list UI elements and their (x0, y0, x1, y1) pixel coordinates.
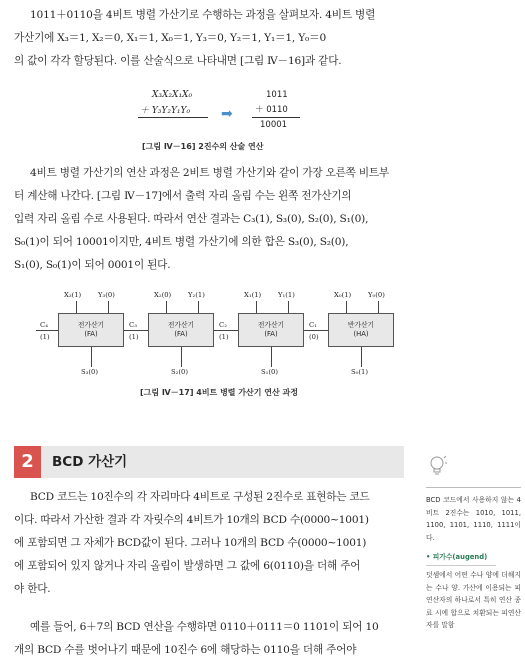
fa2-s-wire (181, 347, 182, 367)
c4-wire (36, 330, 58, 331)
intro-line-2: 가산기에 X₃＝1, X₂＝0, X₁＝1, X₀＝1, Y₃＝0, Y₂＝1, Y₁＝1, Y₀＝0 (14, 32, 327, 44)
fa3-type: (FA) (84, 330, 98, 338)
ha-x-wire (346, 301, 347, 313)
fa1-y-wire (288, 301, 289, 313)
fa3-y-wire (108, 301, 109, 313)
full-adder-2 (148, 313, 214, 347)
para3-line-2: 이다. 따라서 가산한 결과 각 자릿수의 4비트가 10개의 BCD 수(0000∼1001) (14, 514, 369, 526)
intro-line-1: 1011＋0110을 4비트 병렬 가산기로 수행하는 과정을 살펴보자. 4비트 병렬 (30, 9, 376, 21)
fig16-result: 10001 (260, 120, 288, 130)
para3-line-5: 야 한다. (14, 583, 51, 595)
ha-y-wire (378, 301, 379, 313)
fig16-left-top: X₃X₂X₁X₀ (152, 90, 193, 100)
paragraph-3 (14, 486, 404, 601)
fa2-type: (FA) (174, 330, 188, 338)
c3-value: (1) (129, 333, 139, 341)
c2-wire (214, 330, 238, 331)
ha-s-label: S₀(1) (351, 368, 369, 376)
fa1-s-wire (271, 347, 272, 367)
para2-line-4: S₀(1)이 되어 10001이지만, 4비트 병렬 가산기에 의한 합은 S₃(0), S₂(0), (14, 236, 349, 248)
para2-line-2: 터 계산해 나간다. [그림 Ⅳ－17]에서 출력 자리 올림 수는 왼쪽 전가산기의 (14, 190, 352, 202)
para2-line-3: 입력 자리 올림 수로 사용된다. 따라서 연산 결과는 C₃(1), S₃(0), S₂(0), S₁(0), (14, 213, 369, 225)
intro-paragraph (14, 4, 404, 73)
fa1-y-label: Y₁(1) (278, 291, 295, 299)
ha-s-wire (361, 347, 362, 367)
fa2-y-label: Y₂(1) (188, 291, 205, 299)
c2-label: C₂ (219, 321, 227, 329)
sidebar-note (426, 455, 521, 632)
sidebar-definition: 덧셈에서 어떤 수나 양에 더해지는 수나 양. 가산에 이용되는 피연산자의 하나로서 특히 연산 종료 시에 합으로 치환되는 피연산자를 말함 (426, 571, 521, 629)
c1-label: C₁ (309, 321, 317, 329)
sidebar-divider (426, 487, 521, 488)
fig16-left-rule (138, 117, 208, 118)
fig16-caption: [그림 Ⅳ－16] 2진수의 산술 연산 (142, 142, 264, 151)
para3-line-4: 에 포함되어 있지 않거나 자리 올림이 발생하면 그 값에 6(0110)을 더해 주어 (14, 560, 361, 572)
fa1-x-wire (256, 301, 257, 313)
c3-wire (124, 330, 148, 331)
ha-x-label: X₀(1) (334, 291, 352, 299)
fa3-y-label: Y₃(0) (98, 291, 115, 299)
lightbulb-icon (428, 455, 448, 477)
fa1-s-label: S₁(0) (261, 368, 279, 376)
ha-type: (HA) (353, 330, 369, 338)
para4-line-1: 예를 들어, 6＋7의 BCD 연산을 수행하면 0110＋0111＝0 1101이 되어 10 (30, 621, 379, 633)
c2-value: (1) (219, 333, 229, 341)
fig16-right-mid: ＋ 0110 (255, 105, 288, 115)
fa2-x-wire (166, 301, 167, 313)
para2-line-5: S₁(0), S₀(1)이 되어 0001이 된다. (14, 259, 171, 271)
ha-name: 반가산기 (347, 321, 375, 329)
para4-line-2: 개의 BCD 수를 벗어나기 때문에 10진수 6에 해당하는 0110을 더해 주어야 (14, 644, 357, 656)
fa2-x-label: X₂(0) (154, 291, 172, 299)
fa1-x-label: X₁(1) (244, 291, 262, 299)
fa3-s-label: S₃(0) (81, 368, 99, 376)
c4-value: (1) (40, 333, 50, 341)
fa1-name: 전가산기 (257, 321, 285, 329)
sidebar-note-text: BCD 코드에서 사용하지 않는 4비트 2진수는 1010, 1011, 1100, 1101, 1110, 1111이다. (426, 496, 521, 542)
paragraph-4 (14, 616, 404, 662)
fa3-s-wire (91, 347, 92, 367)
arrow-right-icon: ➡ (221, 106, 233, 122)
fa3-x-wire (76, 301, 77, 313)
sidebar-term: • 피가수(augend) (426, 553, 488, 561)
intro-line-3: 의 값이 각각 할당된다. 이를 산술식으로 나타내면 [그림 Ⅳ－16]과 같다. (14, 55, 342, 67)
fa2-name: 전가산기 (167, 321, 195, 329)
section-title: BCD 가산기 (52, 454, 128, 470)
half-adder-0 (328, 313, 394, 347)
c3-label: C₃ (129, 321, 137, 329)
fa3-x-label: X₃(1) (64, 291, 82, 299)
para3-line-1: BCD 코드는 10진수의 각 자리마다 4비트로 구성된 2진수로 표현하는 코드 (30, 491, 370, 503)
fa2-s-label: S₂(0) (171, 368, 189, 376)
full-adder-1 (238, 313, 304, 347)
full-adder-3 (58, 313, 124, 347)
section-header (14, 446, 404, 478)
figure-17-adder-diagram (36, 291, 406, 391)
ha-y-label: Y₀(0) (368, 291, 385, 299)
sidebar-term-divider (426, 565, 496, 566)
para2-line-1: 4비트 병렬 가산기의 연산 과정은 2비트 병렬 가산기와 같이 가장 오른쪽 비트부 (30, 167, 389, 179)
fa1-type: (FA) (264, 330, 278, 338)
fig16-right-top: 1011 (266, 90, 288, 100)
c1-wire (304, 330, 328, 331)
fa3-name: 전가산기 (77, 321, 105, 329)
c1-value: (0) (309, 333, 319, 341)
fa2-y-wire (198, 301, 199, 313)
fig17-caption: [그림 Ⅳ－17] 4비트 병렬 가산기 연산 과정 (140, 388, 298, 397)
fig16-left-bottom: ＋ Y₃Y₂Y₁Y₀ (140, 106, 191, 116)
section-number: 2 (14, 446, 41, 478)
paragraph-2 (14, 162, 404, 277)
fig16-right-rule (252, 117, 300, 118)
para3-line-3: 에 포함되면 그 자체가 BCD값이 된다. 그러나 10개의 BCD 수(0000∼1001) (14, 537, 367, 549)
figure-16 (134, 90, 304, 140)
c4-label: C₄ (40, 321, 48, 329)
